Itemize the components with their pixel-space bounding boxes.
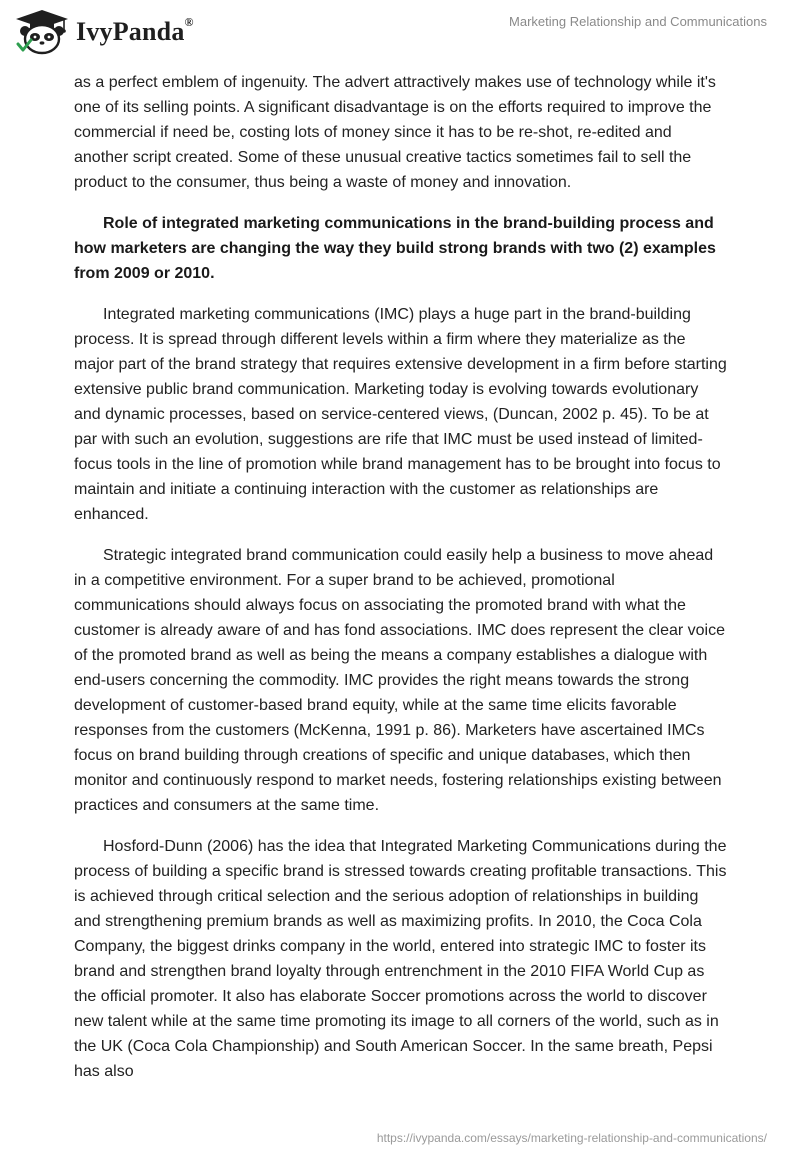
paragraph-continuation: as a perfect emblem of ingenuity. The advert attractively makes use of technology while it's one of its selling points. A significant disadvantage is on the efforts required to improve the commercial if need be, costing lots of money since it has to be re-shot, re-edited and another script created. Some of these unusual creative tactics sometimes fail to sell the product to the consumer, thus being a waste of money and innovation. bbox=[74, 74, 716, 191]
document-title: Marketing Relationship and Communications bbox=[509, 14, 767, 29]
brand-name: IvyPanda® bbox=[76, 15, 194, 46]
essay-body bbox=[74, 70, 728, 1100]
registered-mark: ® bbox=[184, 15, 194, 30]
paragraph: Hosford-Dunn (2006) has the idea that Integrated Marketing Communications during the process of building a specific brand is stressed towards creating profitable transactions. This is achieved through critical selection and the serious adoption of relationships in building and strengthening premium brands as well as maximizing profits. In 2010, the Coca Cola Company, the biggest drinks company in the world, entered into strategic IMC to foster its brand and strengthen brand loyalty through entrenchment in the 2010 FIFA World Cup as the official promoter. It also has elaborate Soccer promotions across the world to discover new talent while at the same time promoting its image to all corners of the world, such as in the UK (Coca Cola Championship) and South American Soccer. In the same breath, Pepsi has also bbox=[74, 838, 727, 1080]
source-url[interactable]: https://ivypanda.com/essays/marketing-relationship-and-communications/ bbox=[376, 1131, 767, 1145]
paragraph: Integrated marketing communications (IMC) plays a huge part in the brand-building process. It is spread through different levels within a firm where they materialize as the major part of the brand strategy that requires extensive development in a firm before starting extensive public brand communication. Marketing today is evolving towards evolutionary and dynamic processes, based on service-centered views, (Duncan, 2002 p. 45). To be at par with such an evolution, suggestions are rife that IMC must be used instead of limited-focus tools in the line of promotion while brand management has to be brought into focus to maintain and initiate a continuing interaction with the customer as relationships are enhanced. bbox=[74, 306, 727, 523]
panda-graduate-icon bbox=[14, 8, 70, 56]
page-header bbox=[0, 0, 800, 70]
paragraph: Strategic integrated brand communication could easily help a business to move ahead in a competitive environment. For a super brand to be achieved, promotional communications should always focus on associating the promoted brand with what the customer is already aware of and has fond associations. IMC does represent the clear voice of the promoted brand as well as being the means a company establishes a dialogue with end-users concerning the commodity. IMC provides the right means towards the strong development of customer-based brand equity, while at the same time elicits favorable responses from the customers (McKenna, 1991 p. 86). Marketers have ascertained IMCs focus on brand building through creations of specific and unique databases, which then monitor and continuously respond to market needs, fostering relationships existing between practices and consumers at the same time. bbox=[74, 547, 725, 814]
section-heading: Role of integrated marketing communications in the brand-building process and how marketers are changing the way they build strong brands with two (2) examples from 2009 or 2010. bbox=[74, 215, 716, 282]
ivypanda-logo[interactable] bbox=[14, 8, 194, 56]
